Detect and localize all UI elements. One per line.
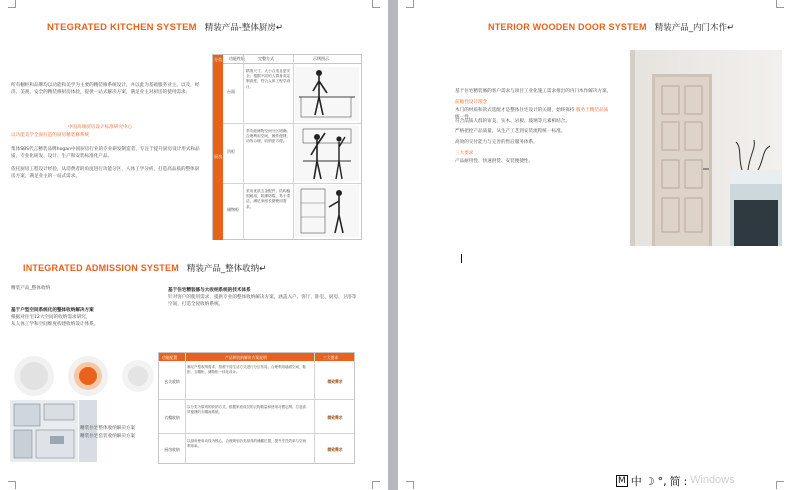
- kitchen-sketch-image: [295, 67, 359, 121]
- table-row-text: 以厨房使用动线为核心，合理规划各类厨具的储藏位置，提升烹饪效率与空间利用率。: [187, 439, 306, 448]
- ime-moon-icon[interactable]: ☽: [644, 474, 655, 488]
- door-section-header: [488, 21, 734, 33]
- door-text: 严格把控产品质量，从生产工艺到安装流程统一标准。: [455, 129, 566, 134]
- floor-plan-image: [10, 400, 78, 462]
- windows-watermark: Windows: [690, 474, 735, 486]
- admission-left-heading: 基于户型空间系统化的整体收纳解决方案: [11, 308, 94, 313]
- admission-caption: 精装住宅整体收纳解决方案: [80, 426, 136, 431]
- admission-title-cn: 精装产品_整体收纳↵: [186, 264, 267, 274]
- door-subhead: 三大要求: [455, 151, 474, 156]
- table-row-requirement: 精致需求: [327, 447, 343, 452]
- table-divider: [293, 55, 294, 239]
- admission-caption: 精装住宅套装收纳解决方案: [80, 434, 136, 439]
- crop-mark: [406, 0, 414, 8]
- table-divider: [243, 55, 244, 239]
- ime-chinese-toggle[interactable]: 中: [630, 475, 642, 488]
- table-row-text: 采用优质五金配件，结构稳固耐用，防潮防霉，易于清洁，满足家庭长期使用需求。: [246, 189, 291, 209]
- admission-section-header: [23, 262, 266, 274]
- table-row-label: 衣帽收纳: [164, 415, 180, 420]
- text-cursor: [461, 254, 462, 263]
- table-row-text: 以分类为原则的收纳方式，根据家庭成员的衣物数量和使用习惯定制，打造高效便捷的衣帽间系统。: [187, 405, 306, 414]
- door-subhead: 前瞻性设计理念: [455, 100, 488, 105]
- table-row-label: 厨房收纳: [164, 447, 180, 452]
- kitchen-section-header: [47, 21, 283, 33]
- door-title-cn: 精装产品_内门木作↵: [654, 23, 735, 33]
- admission-title-en: INTEGRATED ADMISSION SYSTEM: [23, 263, 179, 273]
- table-row-requirement: 精致需求: [327, 379, 343, 384]
- ime-simplified-toggle[interactable]: 简: [669, 475, 681, 488]
- kitchen-sketch-image: [295, 125, 359, 181]
- kitchen-paragraph: 集体SBS代言精装品牌hogan中国厨房行业的专业研发制造者，专注于提升厨房设计形式和品质，专业化研发、设计、生产和安装标准化产品。: [11, 147, 200, 159]
- table-header-cell: 产品和收纳解决方案说明: [225, 354, 267, 360]
- admission-left-text: 从人体工学和空间维度构建收纳设计体系。: [11, 322, 99, 327]
- table-header-row: [159, 353, 354, 361]
- kitchen-title-en: NTEGRATED KITCHEN SYSTEM: [47, 22, 197, 33]
- ime-mode-box[interactable]: M: [618, 476, 626, 486]
- table-divider: [223, 183, 361, 184]
- crop-mark: [406, 481, 414, 489]
- door-text: 产品耐用性、快速供货、安装便捷性。: [455, 159, 534, 164]
- table-divider: [159, 433, 354, 434]
- door-subhead: 服务于精装品质: [576, 108, 609, 113]
- kitchen-center-line: 中国高端厨房设计标准研究中心: [67, 125, 133, 130]
- kitchen-spec-table: [212, 54, 362, 240]
- admission-dial-graphics: [10, 352, 155, 398]
- kitchen-sketch-image: [295, 185, 359, 237]
- table-header-cell: 完整方式: [258, 56, 274, 61]
- wooden-door-photo: [630, 50, 782, 246]
- table-divider: [185, 353, 186, 463]
- ime-settings-icon[interactable]: :: [683, 474, 688, 488]
- table-header-cell: 三大要求: [323, 354, 339, 360]
- table-corner-cell: 分类: [214, 57, 222, 62]
- door-title-en: NTERIOR WOODEN DOOR SYSTEM: [488, 22, 647, 32]
- table-row-text: 多功能储物空间分区明确，合理利用空间，操作便捷，动线合理，收纳更方便。: [246, 129, 291, 144]
- door-text: 符合品质人群的审美，实木、岩板、玻璃等元素相结合。: [455, 119, 570, 124]
- table-header-cell: 示例图示: [313, 56, 329, 61]
- table-header-cell: 功能配置: [162, 354, 178, 360]
- document-page-left: [0, 0, 388, 490]
- admission-right-text: 针对客户的使用需求，提供专业的整体收纳解决方案，涵盖入户、客厅、卧室、厨房、卫浴等空间，打造全屋收纳系统。: [168, 295, 357, 307]
- door-text: 木门的材质和款式选配才是整体住宅设计的关键，始终保持统一性。: [455, 108, 575, 120]
- admission-left-text: 根据对住宅12大空间的收纳需求研究，: [11, 315, 91, 320]
- admission-right-heading: 基于住宅精装修与大收纳系统的技术体系: [168, 288, 251, 293]
- table-header-cell: 功能性能: [229, 56, 245, 61]
- table-row-text: 满足户型收纳需求，按照不同生活方式进行分区布局，合理利用墙面空间，鞋柜、衣帽柜、储物柜一体化设计。: [187, 365, 306, 374]
- table-row-requirement: 精致需求: [327, 415, 343, 420]
- kitchen-paragraph: 依托厨房工程设计经验，从消费者的角度进行功能分区、人体工学分析，打造高品质的整体厨房方案，满足业主的一站式需求。: [11, 167, 200, 179]
- table-row-text: 精准尺寸，大小合适且更安全；根据不同的人群身高定制高度，符合人体工程学设计。: [246, 69, 291, 89]
- table-divider: [159, 399, 354, 400]
- table-row-label: 储物柜: [227, 207, 239, 212]
- crop-mark: [8, 0, 16, 8]
- kitchen-center-line: 以功能美学全面打造的厨房精装修系统: [11, 133, 90, 138]
- table-divider: [223, 123, 361, 124]
- kitchen-title-cn: 精装产品-整体厨房↵: [204, 23, 283, 33]
- ime-punctuation-toggle[interactable]: °,: [657, 474, 667, 488]
- crop-mark: [372, 481, 380, 489]
- document-page-right: [398, 0, 792, 490]
- table-side-band: [213, 64, 223, 240]
- table-header-row: [213, 55, 361, 64]
- crop-mark: [776, 0, 784, 8]
- door-text: 高效的交付能力与完善的售后服务体系。: [455, 140, 538, 145]
- table-row-label: 吊柜: [227, 149, 235, 154]
- table-divider: [314, 353, 315, 463]
- crop-mark: [776, 481, 784, 489]
- kitchen-paragraph: 所有橱柜和品牌均以功能和美学为主要的精装修系统设计，并以此为基础服务业主。以及，经济、美观、安全的精装修厨房体验，提供一站式解决方案，满足业主对厨房的使用需求。: [11, 83, 200, 95]
- door-intro: 基于住宅精装修的客户需求与项目工业化施工需求推出的内门木作解决方案。: [455, 89, 612, 94]
- crop-mark: [372, 0, 380, 8]
- table-row-label: 台面: [227, 89, 235, 94]
- admission-subtitle: 精装产品_整体收纳: [11, 286, 51, 291]
- table-side-label: 厨房: [214, 154, 223, 159]
- ime-toolbar[interactable]: [616, 474, 687, 488]
- crop-mark: [8, 481, 16, 489]
- table-row-label: 玄关收纳: [164, 379, 180, 384]
- admission-spec-table: [158, 352, 355, 464]
